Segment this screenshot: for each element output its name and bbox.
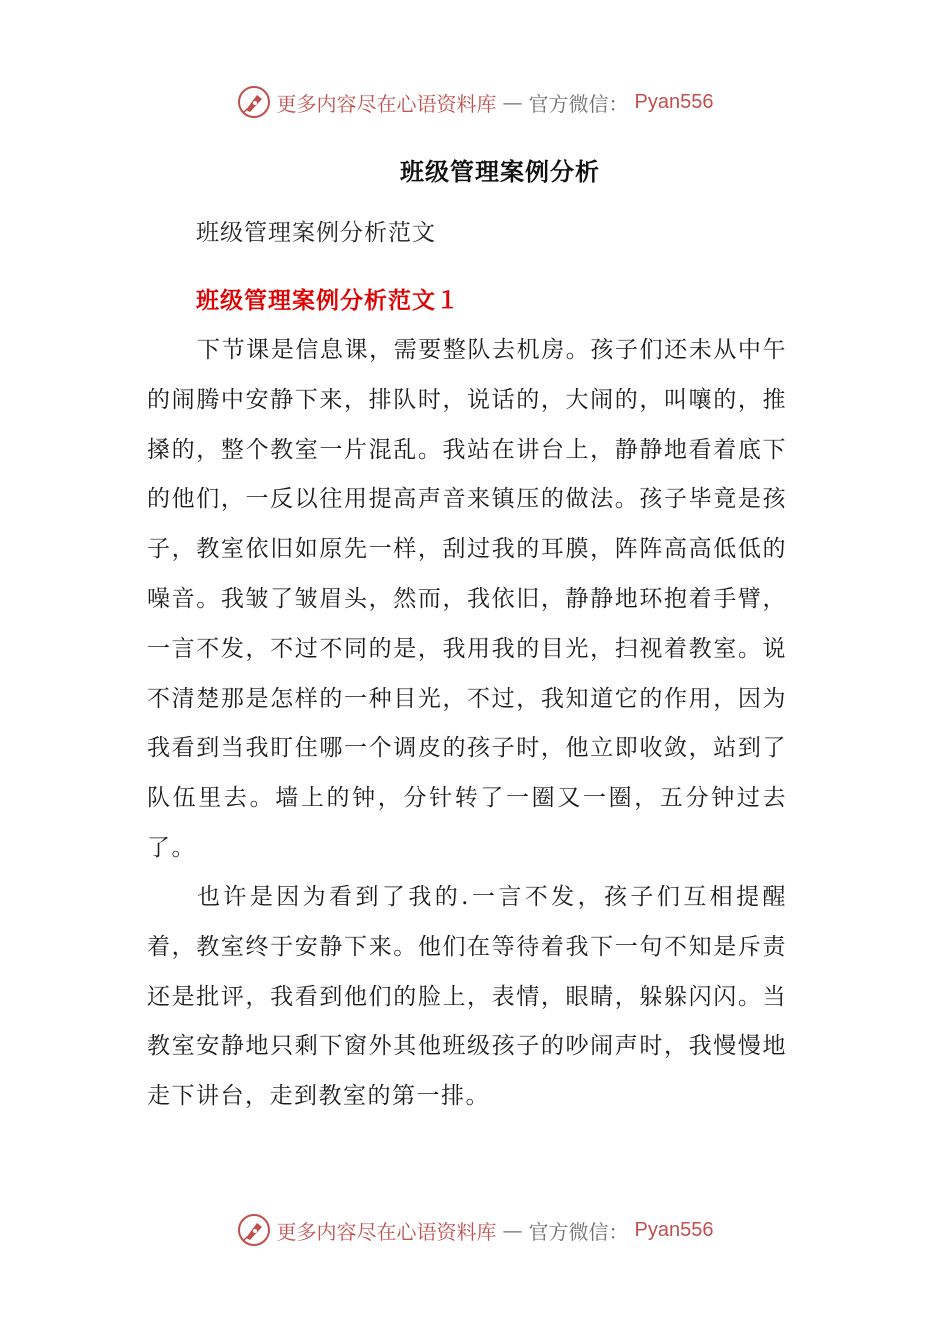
banner-dash: — bbox=[502, 90, 523, 114]
paragraph-2: 也许是因为看到了我的.一言不发，孩子们互相提醒着，教室终于安静下来。他们在等待着我下一句不知是斥责还是批评，我看到他们的脸上，表情，眼睛，躲躲闪闪。当教室安静地只剩下窗外其他班级孩子的吵闹声时，我慢慢地走下讲台，走到教室的第一排。 bbox=[147, 884, 787, 1110]
paragraph-1: 下节课是信息课，需要整队去机房。孩子们还未从中午的闹腾中安静下来，排队时，说话的，大闹的，叫嚷的，推搡的，整个教室一片混乱。我站在讲台上，静静地看着底下的他们，一反以往用提高声音来镇压的做法。孩子毕竟是孩子，教室依旧如原先一样，刮过我的耳膜，阵阵高高低低的噪音。我皱了皱眉头，然而，我依旧，静静地环抱着手臂，一言不发，不过不同的是，我用我的目光，扫视着教室。说不清楚那是怎样的一种目光，不过，我知道它的作用，因为我看到当我盯住哪一个调皮的孩子时，他立即收敛，站到了队伍里去。墙上的钟，分针转了一圈又一圈，五分钟过去了。 bbox=[147, 337, 787, 861]
footer-banner bbox=[0, 1210, 950, 1250]
banner-content-footer bbox=[237, 1213, 714, 1247]
banner-wechat-id: Pyan556 bbox=[634, 1218, 714, 1241]
banner-dash: — bbox=[502, 1218, 523, 1242]
pen-nib-logo-icon bbox=[237, 85, 271, 119]
banner-content bbox=[237, 85, 714, 119]
banner-wechat-id: Pyan556 bbox=[634, 90, 714, 113]
header-banner bbox=[0, 82, 950, 122]
banner-wechat-label: 官方微信： bbox=[528, 91, 629, 116]
document-title: 班级管理案例分析 bbox=[400, 157, 600, 186]
banner-site-text: 更多内容尽在心语资料库 bbox=[276, 91, 497, 116]
document-subtitle: 班级管理案例分析范文 bbox=[196, 220, 436, 246]
section-heading: 班级管理案例分析范文１ bbox=[196, 287, 460, 314]
banner-wechat-label: 官方微信： bbox=[528, 1219, 629, 1244]
pen-nib-logo-icon bbox=[237, 1213, 271, 1247]
banner-site-text: 更多内容尽在心语资料库 bbox=[276, 1219, 497, 1244]
